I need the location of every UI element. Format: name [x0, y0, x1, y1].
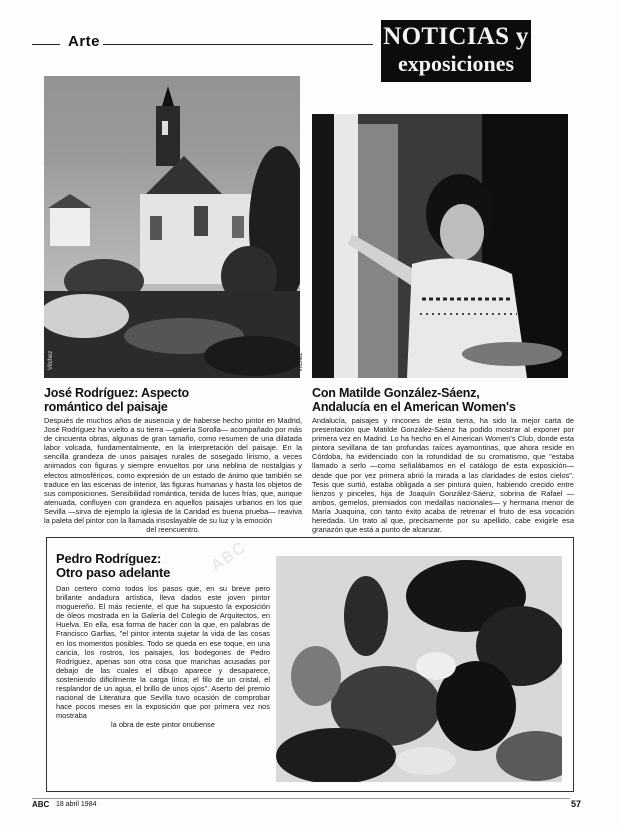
- article-paragraph: Andalucía, paisajes y rincones de esta tierra, ha sido la mejor carta de presentación que Matilde González-Sáenz ha podido mostrar al exponer por primera vez en Madrid. Lo ha hecho en el American Women's Club, donde esta pintora sevillana de tan profundas raíces ayamontinas, que ahora reside en Córdoba, ha evidenciado con la rotundidad de su cromatismo, que "estaba llamado a serlo —como señalábamos en el catálogo de esta exposición— desde que por vez primera abrió la mirada a las claridades de estos cielos". Tesis que surtió, estaba obligada a ser pintura quien, habiendo crecido entre lienzos y pinceles, hija de Joaquín González-Sáenz, sobrina de Rafael —ambos, gemelos, premiados con medallas nacionales— y hermana menor de María Juaquina, con tanto éxito acaba de retrenar el fruto de esa vocación heredada. Un trato al que, precisamente por su apellido, cabe exigirle esa granazón que está a punto de alcanzar.: [312, 416, 574, 535]
- article-headline: [312, 386, 574, 414]
- headline-line: Pedro Rodríguez:: [56, 551, 162, 566]
- article-headline: [44, 386, 300, 414]
- article-headline: [56, 552, 266, 580]
- photo-credit: Vilchez: [298, 352, 304, 372]
- article-body: [312, 416, 574, 534]
- photo-credit: Vilchez: [48, 350, 54, 370]
- article-body: [56, 584, 270, 730]
- article-paragraph-end: la obra de este pintor onubense: [111, 720, 215, 730]
- section-label: Arte: [68, 33, 101, 50]
- headline-line: Con Matilde González-Sáenz,: [312, 386, 480, 400]
- footer-rule: [32, 798, 570, 799]
- headline-line: Andalucía en el American Women's: [312, 400, 516, 414]
- top-rule-left: [32, 44, 60, 45]
- article-paragraph-end: del reencuentro.: [146, 525, 200, 535]
- top-rule-right: [103, 44, 373, 45]
- article-paragraph: Dan certero como todos los pasos que, en su breve pero brillante andadura artística, lleva dados este joven pintor moguereño. El más reciente, el que ha supuesto la exposición de óleos mostrada en la Galería del Colegio de Arquitectos, en Huelva. En ella, esa forma de hacer con la que, en palabras de Francisco Garfias, "el pintor intenta sujetar la vida de las cosas en los momentos posibles. Todo se queda en ese toque, en una caricia, los rostros, los paisajes, los bodegones de Pedro Rodríguez, apenas son otra cosa que manchas acusadas por debajo de las cuales el dibujo aparece y desaparece, sosteniendo dificilmente la carga lírica; el filo de un cristal, el resplandor de un agua, el brillo de unos ojos". Aserto del premio nacional de Literatura que Sevilla tuvo ocasión de comprobar hace pocos meses en la exposición que por primera vez nos mostraba: [56, 584, 270, 721]
- headline-line: Otro paso adelante: [56, 565, 171, 580]
- footer-paper: ABC: [32, 800, 50, 809]
- headline-line: José Rodríguez: Aspecto: [44, 386, 189, 400]
- article-body: [44, 416, 302, 534]
- banner-title: NOTICIAS y: [383, 23, 529, 50]
- photo-painting: [276, 556, 562, 782]
- photo-church-landscape: [44, 76, 300, 378]
- article-paragraph: Después de muchos años de ausencia y de haberse hecho pintor en Madrid, José Rodríguez ha vuelto a su tierra —galería Sorolla— acompañado por más de cincuenta obras, algunas de gran tamaño, como resumen de una dilatada labor volcada, fundamentalmente, en la interpretación del paisaje. En la sencilla grandeza de unos paisajes rurales de sosegado lirismo, a veces animados con figuras y siempre envueltos por una neblina de nostalgias y efectos atmosféricos, como expresión de un estado de ánimo que también se traduce en las escenas de interior, las figuras humanas y hasta los objetos de sus composiciones. Sensibilidad romántica, tenida de luces frías, que, aunque atenuada, confluyen con grandeza en aquellos paisajes urbanos en los que Sevilla —sirva de ejemplo la iglesia de la Caridad es buena prueba— reaviva la paleta del pintor con la llamada insoslayable de su luz y la emoción: [44, 416, 302, 526]
- footer-date: 18 abril 1984: [56, 801, 97, 808]
- banner-subtitle: exposiciones: [397, 51, 515, 76]
- section-banner: [381, 20, 531, 82]
- photo-painter-portrait: [312, 114, 568, 378]
- watermark: ABC: [208, 538, 250, 575]
- page-number: 57: [571, 799, 582, 809]
- headline-line: romántico del paisaje: [44, 400, 168, 414]
